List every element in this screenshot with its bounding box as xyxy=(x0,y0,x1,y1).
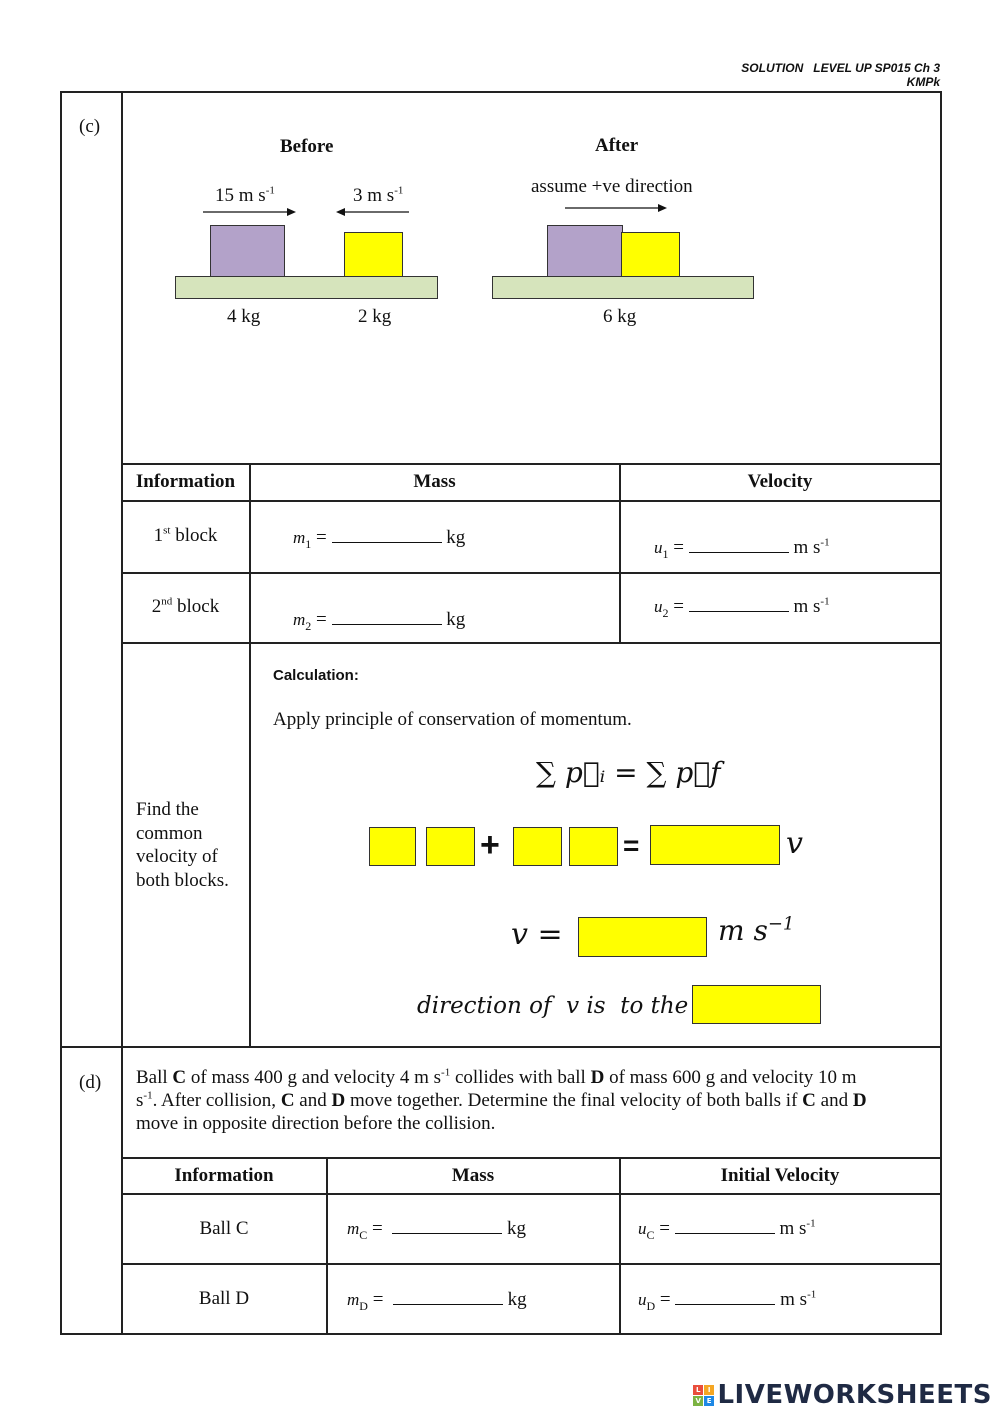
track-after xyxy=(492,276,754,299)
arrow-right-icon xyxy=(203,208,296,216)
row-2nd-block-velocity: $u_2 = m$ $s^{-1}$ xyxy=(654,595,830,620)
answer-box-m1[interactable] xyxy=(369,827,416,866)
part-d-label: (d) xyxy=(79,1072,102,1093)
before-label: Before xyxy=(280,136,334,157)
row-ball-c-info: Ball C xyxy=(199,1218,249,1239)
block-2-before xyxy=(344,232,403,277)
table-d-top xyxy=(121,1157,942,1159)
row-ball-d-info: Ball D xyxy=(198,1288,250,1309)
row-1st-block-info: 1st block xyxy=(153,524,218,546)
block-1-after xyxy=(547,225,623,277)
row-2nd-block-info: 2nd block xyxy=(151,595,220,617)
table-d-header-mass: Mass xyxy=(451,1165,495,1186)
table-c-header-mass: Mass xyxy=(413,471,456,492)
answer-box-direction[interactable] xyxy=(692,985,821,1024)
direction-text: direction of v is to the xyxy=(417,993,689,1019)
mass-2-blank[interactable] xyxy=(332,623,442,625)
velocity-2-label: 3 m $s^{-1}$ xyxy=(353,184,404,206)
mass-total-label: 6 kg xyxy=(603,306,637,327)
equals-sign: = xyxy=(623,830,640,861)
part-divider xyxy=(60,1046,942,1048)
answer-box-u2[interactable] xyxy=(569,827,618,866)
calculation-label: Calculation: xyxy=(273,667,359,684)
frame-bottom xyxy=(60,1333,942,1335)
answer-box-total-mass[interactable] xyxy=(650,825,780,865)
answer-box-u1[interactable] xyxy=(426,827,475,866)
after-label: After xyxy=(595,135,639,156)
row-1st-block-mass: $m_1$ = kg xyxy=(293,527,466,551)
row-ball-c-velocity: $u_C = m$ $s^{-1}$ xyxy=(638,1217,816,1242)
velocity-1-label: 15 m $s^{-1}$ xyxy=(215,184,275,206)
table-d-header-information: Information xyxy=(174,1165,274,1186)
table-c-header-bottom xyxy=(121,500,942,502)
find-common-velocity-prompt: Find the common velocity of both blocks. xyxy=(136,799,229,891)
direction-note: assume +ve direction xyxy=(531,176,693,197)
liveworksheets-logo-icon: L I V E xyxy=(693,1385,714,1406)
part-d-problem: Ball C of mass 400 g and velocity 4 m $s^{-1}$ collides with ball D of mass 600 g and velocity 10 m $s^{-1}$. After collision, C and D move together. Determine the final velocity of both balls if C and D move in opposite direction before the collision. xyxy=(136,1066,867,1134)
table-c-header-velocity: Velocity xyxy=(747,471,813,492)
row-2nd-block-mass: $m_2$ = kg xyxy=(293,609,466,633)
principle-text: Apply principle of conservation of momentum. xyxy=(273,709,632,730)
mass-1-label: 4 kg xyxy=(227,306,261,327)
header-subtitle: KMPk xyxy=(906,75,940,89)
brand-name: LIVEWORKSHEETS xyxy=(717,1380,992,1410)
velocity-d-blank[interactable] xyxy=(675,1303,775,1305)
velocity-c-blank[interactable] xyxy=(675,1232,775,1234)
v-symbol: v xyxy=(786,826,803,861)
v-equals: v = xyxy=(511,917,563,952)
mass-2-label: 2 kg xyxy=(358,306,392,327)
row-ball-d-velocity: $u_D = m$ $s^{-1}$ xyxy=(638,1288,817,1313)
positive-direction-arrow-icon xyxy=(565,204,667,212)
table-c-col1 xyxy=(249,463,251,1047)
answer-box-m2[interactable] xyxy=(513,827,562,866)
row-1st-block-velocity: $u_1 = m$ $s^{-1}$ xyxy=(654,536,830,561)
table-c-row1-bottom xyxy=(121,572,942,574)
v-unit: m $s^{-1}$ xyxy=(718,913,795,947)
table-d-header-bottom xyxy=(121,1193,942,1195)
velocity-2-blank[interactable] xyxy=(689,610,789,612)
table-d-header-initial-velocity: Initial Velocity xyxy=(720,1165,840,1186)
part-c-label: (c) xyxy=(79,116,101,137)
block-2-after xyxy=(621,232,680,277)
block-1-before xyxy=(210,225,285,277)
row-ball-c-mass: $m_C$ = kg xyxy=(347,1218,527,1242)
mass-1-blank[interactable] xyxy=(332,541,442,543)
mass-c-blank[interactable] xyxy=(392,1232,502,1234)
table-c-header-information: Information xyxy=(135,471,236,492)
velocity-1-blank[interactable] xyxy=(689,551,789,553)
row-ball-d-mass: $m_D$ = kg xyxy=(347,1289,527,1313)
liveworksheets-brand[interactable] xyxy=(693,1381,992,1409)
table-c-row2-bottom xyxy=(121,642,942,644)
arrow-left-icon xyxy=(336,208,409,216)
table-c-top xyxy=(121,463,942,465)
plus-sign: + xyxy=(480,826,500,864)
header-title: SOLUTION LEVEL UP SP015 Ch 3 xyxy=(741,61,940,75)
momentum-equation: ∑ p⃗ᵢ = ∑ p⃗f xyxy=(536,756,721,789)
table-d-row1-bottom xyxy=(121,1263,942,1265)
mass-d-blank[interactable] xyxy=(393,1303,503,1305)
answer-box-v[interactable] xyxy=(578,917,707,957)
track-before xyxy=(175,276,438,299)
